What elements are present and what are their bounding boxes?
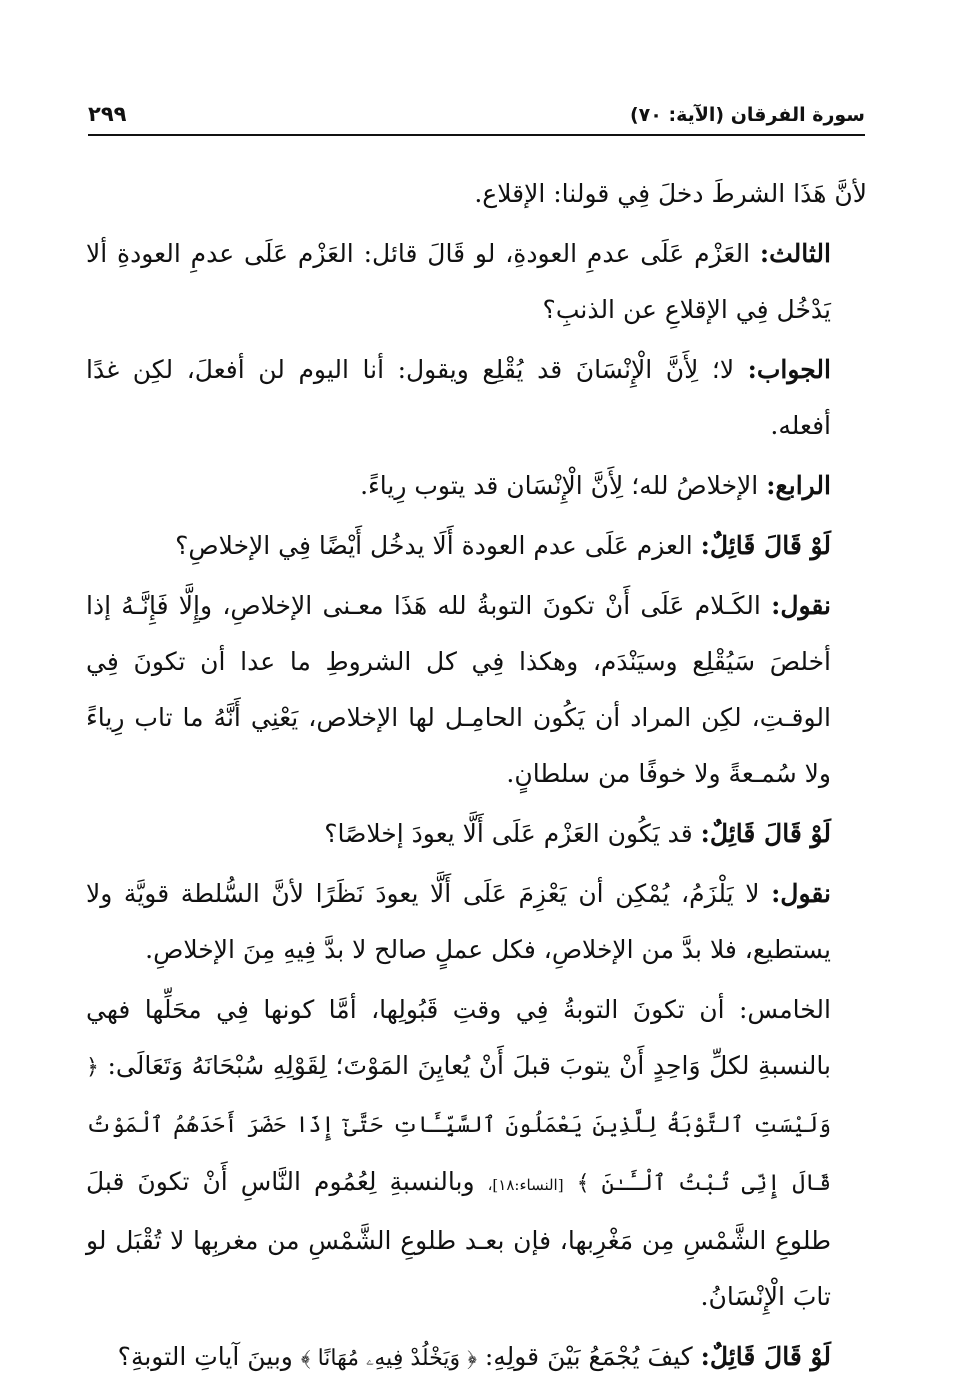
paragraph-9 [86,982,867,1325]
paragraph-lead: لَوْ قَالَ قَائِلٌ: [700,1342,831,1371]
paragraph-text: وبالنسبةِ لِعُمُوم النَّاسِ أَنْ تكونَ قبلَ طلوعِ الشَّمْسِ مِن مَغْرِبها، فإن بعـد طلوعِ الشَّمْسِ من مغربِها لا تُقْبَل لو تابَ الْإِنْسَانُ. [86,1167,831,1311]
paragraph-lead: نقول: [771,591,832,620]
paragraph-text: قد يَكُون العَزْم عَلَى أَلَّا يعودَ إخلاصًا؟ [324,819,693,848]
paragraph-7 [86,806,867,862]
paragraph-lead: لَوْ قَالَ قَائِلٌ: [700,531,831,560]
paragraph-text: وبينَ آياتِ التوبةِ؟ [117,1342,293,1371]
paragraph-lead: لَوْ قَالَ قَائِلٌ: [700,819,831,848]
quran-verse: ﴿ وَلَيْسَتِ ٱلتَّوْبَةُ لِلَّذِينَ يَعْمَلُونَ ٱلسَّيِّـَٔاتِ حَتَّىٰٓ إِذَا حَضَرَ أَحَدَهُمُ ٱلْمَوْتُ قَالَ إِنِّى تُبْتُ ٱلْـَٔـٰنَ ﴾ [86,1055,831,1196]
paragraph-5 [86,518,867,574]
paragraph-lead: الجواب: [747,355,831,384]
paragraph-lead: الرابع: [766,471,831,500]
paragraph-text: لأنَّ هَذَا الشرطَ دخلَ فِي قولنا: الإقلاع. [474,179,867,208]
running-title: سورة الفرقان (الآية: ٧٠) [629,104,865,126]
quran-verse: ﴿ وَيَخْلُدْ فِيهِۦ مُهَانًا ﴾ [300,1346,477,1371]
paragraph-4 [86,458,867,514]
page-number: ٢٩٩ [88,102,127,126]
verse-reference: [النساء:١٨]، [487,1176,564,1194]
paragraph-8 [86,866,867,978]
paragraph-text: العزم عَلَى عدم العودة أَلَا يدخُل أَيْضًا فِي الإخلاصِ؟ [175,531,693,560]
paragraph-3 [86,342,867,454]
page-body [86,166,867,1391]
paragraph-1 [86,166,867,222]
paragraph-text: الخامس: أن تكونَ التوبةُ فِي وقتِ قَبُولِها، أمَّا كونها فِي محَلِّها فهي بالنسبةِ لكلِّ وَاحِدٍ أَنْ يتوبَ قبلَ أَنْ يُعايِنَ المَوْتَ؛ لِقَوْلِهِ سُبْحَانَهُ وَتَعَالَى: [86,995,831,1080]
paragraph-lead: الثالث: [759,239,831,268]
paragraph-lead: نقول: [771,879,831,908]
paragraph-text: العَزْم عَلَى عدمِ العودةِ، لو قَالَ قائل: العَزْم عَلَى عدمِ العودةِ ألا يَدْخُل فِي الإقلاعِ عن الذنبِ؟ [86,239,831,324]
paragraph-10 [86,1329,867,1387]
paragraph-text: لا يَلْزَمُ، يُمْكِن أن يَعْزِمَ عَلَى أَلَّا يعودَ نَظَرًا لأنَّ السُّلطة قويَّة ولا يستطيع، فلا بدَّ من الإخلاصِ، فكل عملٍ صالح لا بدَّ فِيهِ مِنَ الإخلاصِ. [86,879,831,964]
paragraph-6 [86,578,867,802]
paragraph-text: لا؛ لِأَنَّ الْإِنْسَانَ قد يُقْلِع ويقول: أنا اليوم لن أفعلَ، لكِن غدًا أفعله. [86,355,831,440]
header-rule [88,134,865,136]
page-header [88,92,865,126]
paragraph-text: الإخلاصُ لله؛ لِأَنَّ الْإِنْسَان قد يتوب رِياءً. [360,471,759,500]
paragraph-2 [86,226,867,338]
paragraph-text: الكَـلام عَلَى أَنْ تكونَ التوبةُ لله هَذَا معـنى الإخلاصِ، وإِلَّا فَإِنَّـهُ إذا أخلصَ سَيُقْلِع وسيَنْدَم، وهكذا فِي كل الشروطِ ما عدا أن تكونَ فِي الوقـتِ، لكِن المراد أن يَكُون الحامِـل لها الإخلاص، يَعْنِي أَنَّهُ ما تاب رِياءً ولا سُمـعةً ولا خوفًا من سلطانٍ. [86,591,831,788]
paragraph-text: كيفَ يُجْمَعُ بَيْنَ قولِهِ: [484,1342,693,1371]
